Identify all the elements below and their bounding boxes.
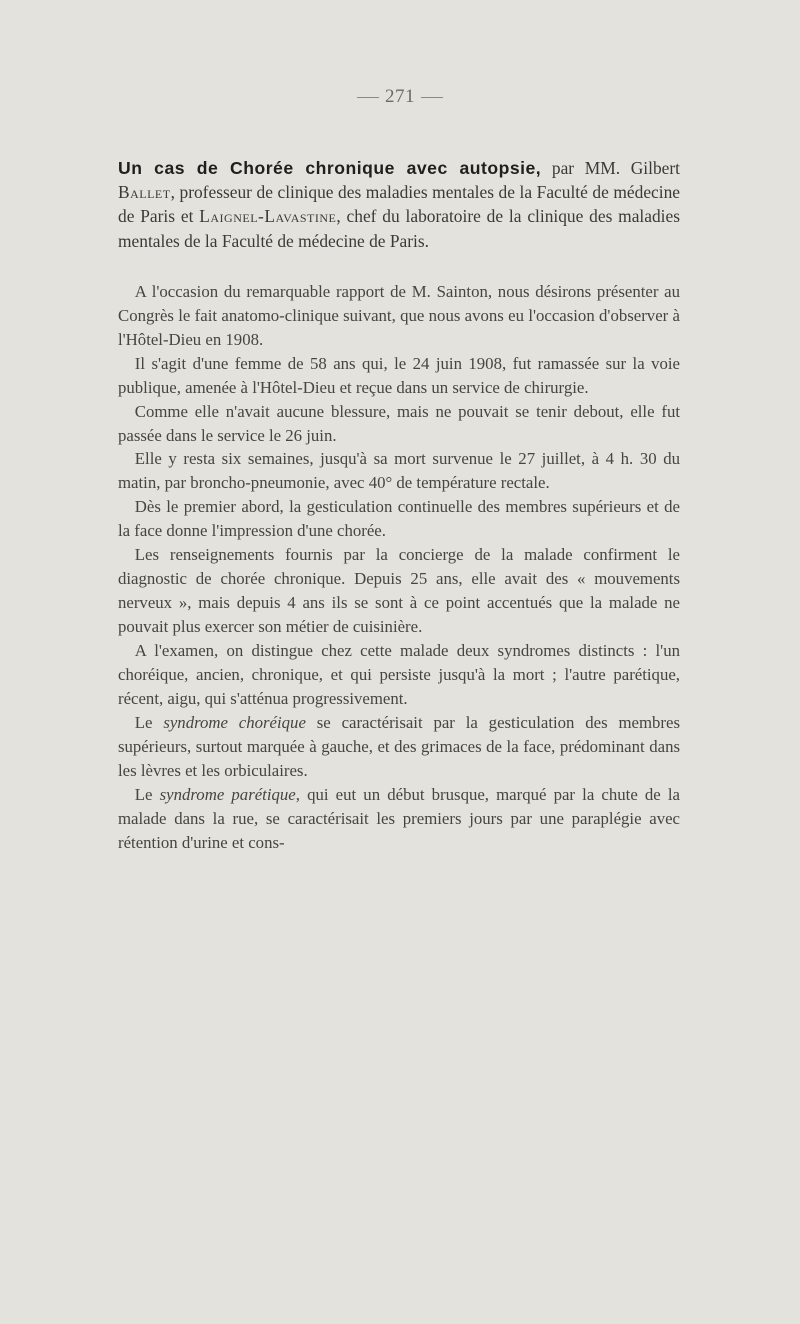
- paragraph: [118, 783, 680, 855]
- paragraph-text: Elle y resta six semaines, jusqu'à sa mort survenue le 27 juillet, à 4 h. 30 du matin, par broncho-pneumonie, avec 40° de température rectale.: [118, 449, 680, 493]
- paragraph-emphasis: syndrome choréique: [163, 712, 306, 732]
- article: [118, 156, 680, 855]
- paragraph: [118, 711, 680, 783]
- paragraph-text: Comme elle n'avait aucune blessure, mais ne pouvait se tenir debout, elle fut passée dans le service le 26 juin.: [118, 401, 680, 445]
- article-body: [118, 280, 680, 855]
- paragraph-text: se caractérisait par la gesticulation des membres supérieurs, surtout marquée à gauche, et des grimaces de la face, prédominant dans les lèvres et les orbiculaires.: [118, 712, 681, 780]
- paragraph-lead: Le: [134, 712, 164, 732]
- page-number-text: 271: [385, 86, 415, 107]
- paragraph-emphasis: syndrome parétique: [159, 784, 296, 804]
- article-title: Un cas de Chorée chronique avec autopsie,: [118, 158, 542, 178]
- paragraph-text: Les renseignements fournis par la concierge de la malade confirment le diagnostic de chorée chronique. Depuis 25 ans, elle avait des « mouvements nerveux », mais depuis 4 ans ils se sont à ce point accentués que la malade ne pouvait plus exercer son métier de cuisinière.: [118, 545, 680, 637]
- author-laignel-lavastine-role: , chef du laboratoire de la clinique des maladies mentales de la Faculté de médecine de Paris.: [118, 206, 680, 251]
- page-number: [0, 86, 800, 108]
- paragraph: [118, 400, 680, 448]
- article-heading: [118, 156, 680, 253]
- author-ballet: Ballet: [118, 182, 171, 203]
- paragraph-text: Dès le premier abord, la gesticulation continuelle des membres supérieurs et de la face donne l'impression d'une chorée.: [118, 497, 680, 541]
- paragraph: [118, 447, 680, 495]
- author-ballet-role: , professeur de clinique des maladies mentales de la Faculté de médecine de Paris et: [118, 182, 680, 227]
- page-number-dash-right: [421, 97, 443, 98]
- paragraph: [118, 280, 680, 352]
- paragraph-text: A l'examen, on distingue chez cette malade deux syndromes distincts : l'un choréique, ancien, chronique, et qui persiste jusqu'à la mort ; l'autre parétique, récent, aigu, qui s'atténua progressivement.: [118, 641, 680, 709]
- paragraph: [118, 352, 680, 400]
- author-laignel-lavastine: Laignel-Lavastine: [199, 206, 337, 227]
- paragraph-text: A l'occasion du remarquable rapport de M. Sainton, nous désirons présenter au Congrès le fait anatomo-clinique suivant, que nous avons eu l'occasion d'observer à l'Hôtel-Dieu en 1908.: [118, 281, 680, 349]
- paragraph-lead: Le: [134, 784, 160, 804]
- page-number-dash-left: [357, 97, 379, 98]
- paragraph-text: Il s'agit d'une femme de 58 ans qui, le 24 juin 1908, fut ramassée sur la voie publique, amenée à l'Hôtel-Dieu et reçue dans un service de chirurgie.: [118, 353, 680, 397]
- paragraph-text: , qui eut un début brusque, marqué par la chute de la malade dans la rue, se caractérisait les premiers jours par une paraplégie avec rétention d'urine et cons-: [118, 784, 681, 852]
- paragraph: [118, 495, 680, 543]
- paragraph: [118, 639, 680, 711]
- paragraph: [118, 543, 680, 639]
- article-byline-intro: par MM. Gilbert: [551, 158, 680, 178]
